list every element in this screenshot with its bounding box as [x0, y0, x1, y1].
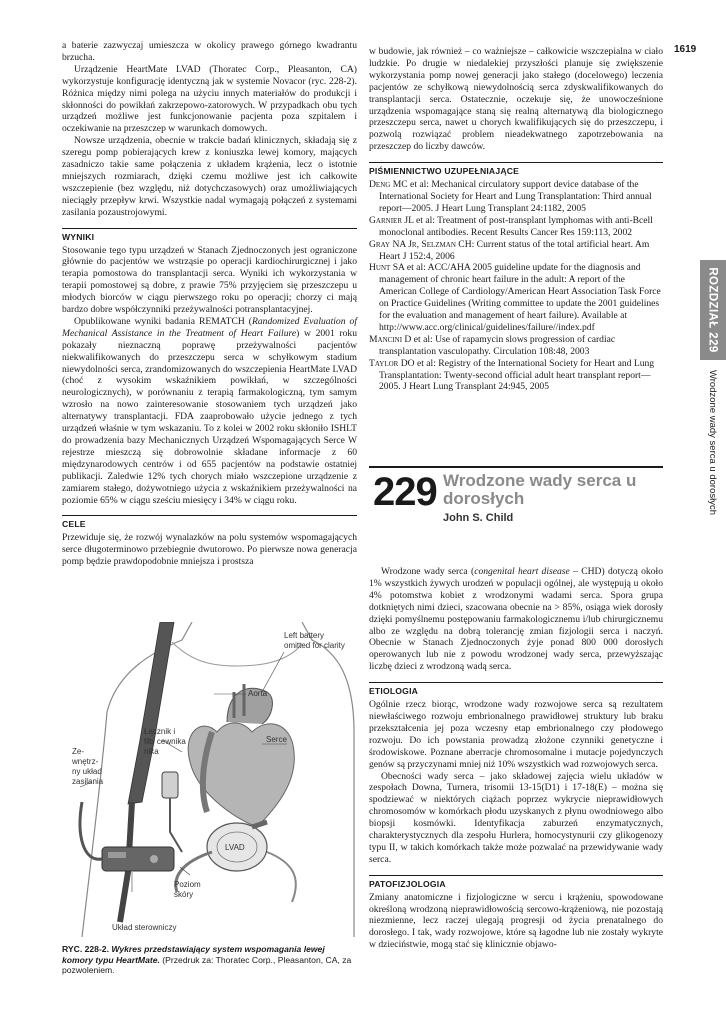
section-heading-goals: CELE	[62, 515, 357, 531]
chapter-title: Wrodzone wady serca u dorosłych	[443, 471, 637, 508]
running-title	[700, 362, 726, 522]
text-run: Wrodzone wady serca (	[381, 566, 475, 577]
label-skin-2: skóry	[174, 890, 194, 899]
chapter-number: 229	[373, 470, 437, 514]
figure-caption	[62, 944, 357, 976]
section-heading-results: WYNIKI	[62, 228, 357, 244]
reference-author: Hunt	[369, 262, 391, 274]
reference-author: Mancini	[369, 333, 403, 345]
label-filter-1: Łącznik i	[144, 727, 176, 736]
chapter-author: John S. Child	[443, 512, 514, 524]
paragraph	[369, 566, 663, 673]
label-external-1: Ze-	[72, 747, 84, 756]
reference-item	[369, 334, 663, 358]
controller-unit	[102, 847, 174, 871]
reference-author: Gray NA Jr, Selzman	[369, 238, 456, 250]
paragraph: Stosowanie tego typu urządzeń w Stanach Zjednoczonych jest ograniczone głównie do pacjentów we wstrząsie po operacji kardiochirurgicznej i jako terapia pomostowa do transplantacji serca. Wyniki ich wykorzystania w terapii pomostowej są dobre, z prawie 75% przyjęciem się przeszczepu u młodych biorców w ciągu pierwszego roku po operacji; chorzy ci mają bardzo dobre współczynniki przeżywalności potransplantacyjnej.	[62, 244, 357, 316]
label-skin-1: Poziom	[174, 880, 201, 889]
label-external-3: ny układ	[72, 767, 102, 776]
figure-lvad-diagram	[62, 622, 358, 937]
paragraph: Ogólnie rzecz biorąc, wrodzone wady rozwojowe serca są rezultatem niewłaściwego rozwoju embrionalnego prawidłowej struktury lub braku przekształcenia jej poza wczesny etap embrionalnego czy płodowego rozwoju. Do ich powstania prowadzą złożone czynniki genetyczne i środowiskowe. Poznane aberracje chromosomalne i mutacje pojedynczych genów są przyczynami mniej niż 10% wszystkich wad rozwojowych serca.	[369, 699, 663, 770]
label-aorta: Aorta	[248, 689, 268, 698]
caption-label: RYC. 228-2.	[62, 944, 109, 954]
paragraph	[62, 316, 357, 507]
power-cable	[80, 802, 102, 859]
label-heart: Serce	[266, 735, 287, 744]
reference-text: SA et al: ACC/AHA 2005 guideline update for the diagnosis and management of chronic heart failure in the adult: A report of the American College of Cardiology/American Heart Association Task Force on Practice Guidelines (Writing committee to update the 2001 guidelines for the evaluation and management of heart failure). Available at http://www.acc.org/clinical/guidelines/failure//index.pdf	[379, 262, 661, 333]
lvad-illustration	[62, 622, 358, 937]
filter-cable	[170, 798, 182, 852]
leader-battery	[262, 652, 284, 692]
reference-item	[369, 179, 663, 215]
collarbone-line	[172, 642, 302, 666]
section-heading-etiology: ETIOLOGIA	[369, 682, 663, 698]
label-battery-2: omitted for clarity	[284, 641, 345, 650]
left-column	[62, 40, 357, 568]
chapter-side-tab	[700, 260, 726, 360]
label-battery: Left battery	[284, 631, 325, 640]
paragraph: Przewiduje się, że rozwój wynalazków na polu systemów wspomagających serce długoterminowo przebiegnie dwutorowo. Po pierwsze nowa generacja pomp będzie prawdopodobnie mniejsza i prostsza	[62, 532, 357, 568]
reference-item	[369, 358, 663, 394]
text-run: – CHD) dotyczą około 1% wszystkich żywych urodzeń w populacji ogólnej, ale występują u około 4% potomstwa kobiet z wrodzonymi wadami serca. Spora grupa dotkniętych nimi dzieci, szacowana obecnie na > 85%, osiąga wiek dorosły dzięki pomyślnemu postępowaniu farmakologicznemu i/lub chirurgicznemu albo ze względu na dobrą tolerancję zmian fizjologii serca i naczyń. Obecnie w Stanach Zjednoczonych żyje ponad 800 000 dorosłych operowanych lub nie z powodu wrodzonej wady serca, przewyższając liczbę dzieci z wrodzoną wadą serca.	[369, 566, 663, 673]
reference-text: MC et al: Mechanical circulatory support device database of the International Society for Heart and Lung Transplantation: Third annual report—2005. J Heart Lung Transplant 24:1182, 2005	[379, 179, 652, 214]
paragraph: Nowsze urządzenia, obecnie w trakcie badań klinicznych, składają się z szeregu pomp pobierających krew z koniuszka lewej komory, mających zasadniczo takie same połączenia z układem krążenia, lecz o istotnie mniejszych rozmiarach, dzięki czemu możliwe jest ich całkowite wszczepienie (bez względu, niż dotychczasowych) oraz umożliwiających nieciągły przepływ krwi. Wszystkie nadal wymagają połączeń z systemami zasilania pozaustrojowymi.	[62, 135, 357, 218]
reference-author: Taylor	[369, 357, 399, 369]
page-number: 1619	[674, 44, 697, 55]
paragraph: Urządzenie HeartMate LVAD (Thoratec Corp., Pleasanton, CA) wykorzystuje konfigurację identyczną jak w systemie Novacor (ryc. 228-2). Różnica między nimi polega na użyciu innych materiałów do produkcji i skłonności do powikłań zakrzepowo-zatorowych. W przypadkach obu tych urządzeń możliwe jest funkcjonowanie pacjenta poza szpitalem i oczekiwanie na przeszczep w warunkach domowych.	[62, 63, 357, 135]
italic-run: Randomized Evaluation of Mechanical Assistance in the Treatment of Heart Failure	[62, 315, 357, 339]
section-heading-pathophysiology: PATOFIZJOLOGIA	[369, 875, 663, 891]
caption-title: Wykres przedstawiający system wspomagania lewej komory typu HeartMate.	[62, 944, 325, 965]
label-filter-3: nika	[144, 747, 159, 756]
reference-text: JL et al: Treatment of post-transplant lymphomas with anti-Bcell monoclonal antibodies. Recent Results Cancer Res 159:113, 2002	[379, 214, 653, 238]
reference-text: DO et al: Registry of the International Society for Heart and Lung Transplantation: Twenty-second official adult heart transplant report—2005. J Heart Lung Transplant 24:945, 2005	[379, 357, 655, 393]
paragraph: a baterie zazwyczaj umieszcza w okolicy prawego górnego kwadrantu brzucha.	[62, 40, 357, 63]
reference-text: D et al: Use of rapamycin slows progression of cardiac transplantation vasculopathy. Circulation 108:48, 2003	[379, 333, 616, 357]
label-lvad: LVAD	[225, 843, 245, 852]
label-controller: Układ sterowniczy	[112, 923, 177, 932]
label-external-2: wnętrz-	[72, 757, 99, 766]
controller-display	[108, 852, 126, 858]
running-title-text: Wrodzone wady serca u dorosłych	[707, 369, 719, 515]
paragraph: w budowie, jak również – co ważniejsze – całkowicie wszczepialna w ciało ludzkie. Po drugie w niedalekiej przyszłości planuje się zwiększenie wykorzystania pomp nowej generacji jako stałego (docelowego) leczenia pacjentów ze schyłkową niewydolnością serca zdyskwalifikowanych do transplantacji serca. Ostatecznie, oczekuje się, że unowocześnione urządzenia wspomagające staną się realną alternatywą dla biologicznego przeszczepu serca, nawet u chorych kwalifikujących się do przeszczepu, i pozwolą rozwiązać problem nieadekwatnego zapotrzebowania na przeszczep do liczby dawców.	[369, 46, 663, 153]
chapter-side-label: ROZDZIAŁ 229	[707, 267, 719, 353]
chapter-header	[369, 466, 663, 530]
paragraph: Zmiany anatomiczne i fizjologiczne w sercu i krążeniu, spowodowane określoną wrodzoną nieprawidłowością sercowo-krążeniową, nie pozostają niezmienne, lecz raczej ulegają progresji od życia prenatalnego do dorosłego. I tak, wady rozwojowe, które są łagodne lub nie zostały wykryte w dzieciństwie, mogą stać się klinicznie objawo-	[369, 891, 663, 951]
label-external-4: zasilania	[72, 777, 104, 786]
right-column-top	[369, 46, 663, 393]
caption-rest: (Przedruk za: Thoratec Corp., Pleasanton, CA, za pozwoleniem.	[62, 954, 352, 975]
controller-knob	[150, 855, 158, 863]
vent-line	[267, 852, 296, 902]
reference-item	[369, 262, 663, 333]
paragraph: Obecności wady serca – jako składowej zajęcia wielu układów w zespołach Downa, Turnera, trisomii 13-15(D1) i 17-18(E) – można się spodziewać w niektórych ciążach poprzez wykrycie nieprawidłowych chromosomów w komórkach płodu uzyskanych z płynu owodniowego albo biopsji kosmówki. Identyfikacja zaburzeń enzymatycznych, charakterystycznych dla zespołu Hurlera, homocystynurii czy glikogenozy typu II, w takich komórkach także może pozwalać na przewidywanie wady serca.	[369, 770, 663, 865]
section-heading-references: PIŚMIENNICTWO UZUPEŁNIAJĄCE	[369, 162, 663, 178]
reference-author: Deng	[369, 179, 391, 191]
label-filter-2: filtr cewnika	[144, 737, 186, 746]
catheter-filter	[162, 772, 178, 798]
right-column-bottom	[369, 566, 663, 951]
text-run: ) w 2001 roku pokazały nieznaczną poprawę przeżywalności pacjentów niekwalifikowanych do przeszczepu serca w schyłkowym stadium niewydolności serca, zrandomizowanych do wszczepienia HeartMate LVAD (choć z wysokim wskaźnikiem powikłań, w szczególności neurologicznych), w porównaniu z terapią farmakologiczną, tym samym wzrosło na nowo zainteresowanie stosowaniem tych urządzeń jako alternatywy transplantacji. FDA zaaprobowało użycie jednego z tych urządzeń właśnie w tym wskazaniu. To z kolei w 2002 roku skłoniło ISHLT do prowadzenia bazy Mechanicznych Urządzeń Wspomagających Serce W rejestrze mieszczą się dobrowolnie składane informacje z 60 międzynarodowych centrów i od 655 pacjentów na podstawie ostatniej publikacji. Zaledwie 12% tych chorych miało wszczepione urządzenie z zamiarem stałego, dożywotniego użycia z wskaźnikiem przeżywalności na poziomie 65% w ciągu sześciu miesięcy i 34% w ciągu roku.	[62, 327, 357, 506]
reference-item	[369, 215, 663, 239]
italic-run: congenital heart disease	[474, 566, 570, 577]
reference-text: CH: Current status of the total artificial heart. Am Heart J 152:4, 2006	[379, 238, 650, 262]
reference-item	[369, 239, 663, 263]
reference-list	[369, 179, 663, 393]
reference-author: Garnier	[369, 214, 402, 226]
text-run: Opublikowane wyniki badania REMATCH (	[74, 315, 252, 327]
